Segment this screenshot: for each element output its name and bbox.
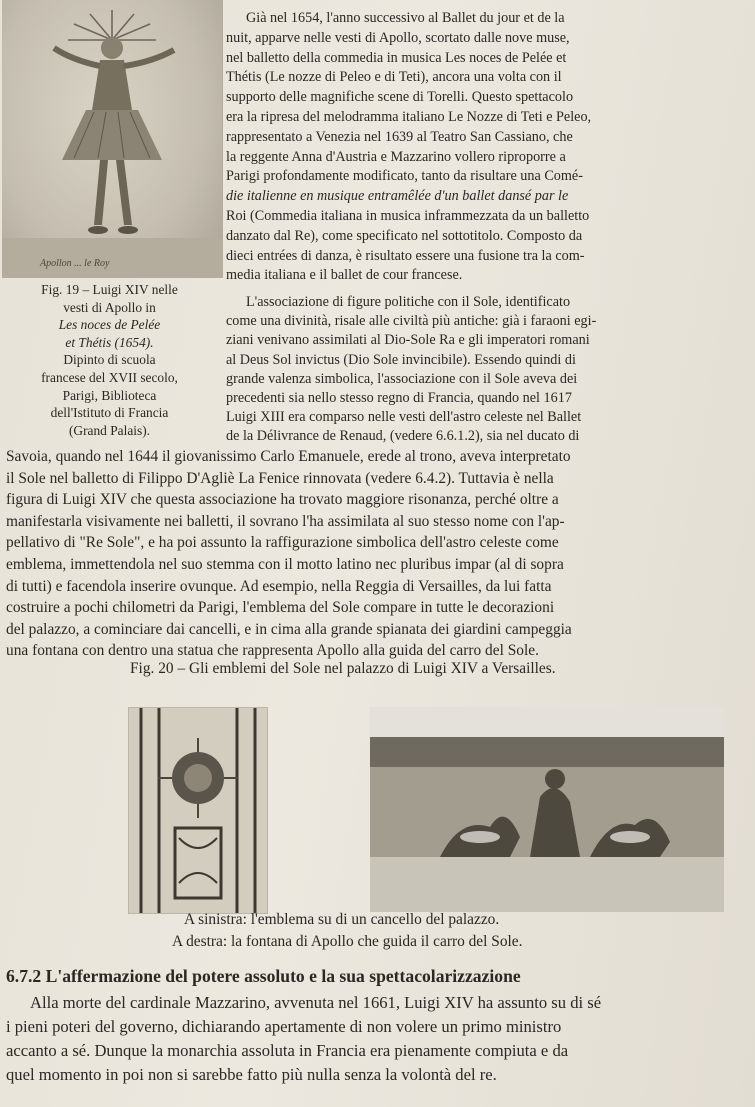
text-line: manifestarla visivamente nei balletti, il sovrano l'ha assimilata al suo stesso nome con l'ap-: [6, 512, 565, 530]
gate-emblem-photo: [128, 707, 268, 914]
fig19-caption-line: francese del XVII secolo,: [41, 369, 178, 385]
text-line: supporto delle magnifiche scene di Torelli. Questo spettacolo: [226, 89, 574, 106]
sun-gate-illustration: [129, 708, 267, 913]
section-heading: 6.7.2 L'affermazione del potere assoluto e la sua spettacolarizzazione: [6, 966, 521, 986]
fig19-caption-line: et Thétis (1654).: [65, 334, 154, 350]
text-line: Thétis (Le nozze di Peleo e di Teti), ancora una volta con il: [226, 69, 562, 86]
fig19-caption-line: dell'Istituto di Francia: [50, 405, 169, 421]
text-line: die italienne en musique entramêlée d'un ballet dansé par le: [226, 188, 569, 205]
apollo-costume-illustration: [2, 0, 222, 278]
text-line: come una divinità, risale alle civiltà più antiche: già i faraoni egi-: [226, 313, 597, 330]
text-line: dieci entrées di danza, è risultato essere una fusione tra la com-: [226, 247, 585, 264]
text-line: al Deus Sol invictus (Dio Sole invincibile). Essendo quindi di: [226, 351, 576, 368]
text-line: era la ripresa del melodramma italiano Le Nozze di Teti e Peleo,: [226, 109, 592, 125]
text-line: danzato dal Re), come specificato nel sottotitolo. Composto da: [226, 227, 583, 244]
text-line: Alla morte del cardinale Mazzarino, avvenuta nel 1661, Luigi XIV ha assunto su di sé: [30, 993, 602, 1012]
text-line: Già nel 1654, l'anno successivo al Ballet du jour et de la: [246, 10, 565, 26]
text-line: la reggente Anna d'Austria e Mazzarino vollero riproporre a: [226, 148, 566, 165]
text-line: nel balletto della commedia in musica Les noces de Pelée et: [226, 49, 567, 66]
text-line: nuit, apparve nelle vesti di Apollo, scortato dalle nove muse,: [226, 29, 570, 46]
fig20-caption: Fig. 20 – Gli emblemi del Sole nel palazzo di Luigi XIV a Versailles.: [130, 660, 556, 677]
text-line: Savoia, quando nel 1644 il giovanissimo Carlo Emanuele, erede al trono, aveva interpretato: [6, 448, 571, 465]
text-line: i pieni poteri del governo, dichiarando apertamente di non volere un primo ministro: [6, 1017, 562, 1036]
text-line: ziani venivano assimilati al Dio-Sole Ra e gli imperatori romani: [226, 332, 590, 349]
fig19-caption: [2, 281, 217, 439]
text-line: una fontana con dentro una statua che rappresenta Apollo alla guida del carro del Sole.: [6, 642, 539, 660]
text-line: del palazzo, a cominciare dai cancelli, e in cima alla grande spianata dei giardini campeggia: [6, 620, 572, 638]
text-line: Luigi XIII era comparso nelle vesti dell'astro celeste nel Ballet: [226, 409, 582, 426]
fig19-painting: [2, 0, 223, 278]
fig19-caption-line: Fig. 19 – Luigi XIV nelle: [41, 282, 178, 297]
fig19-caption-line: Les noces de Pelée: [58, 317, 161, 333]
text-line: grande valenza simbolica, l'associazione con il Sole aveva dei: [226, 370, 578, 387]
fig19-caption-line: Parigi, Biblioteca: [62, 387, 157, 403]
text-line: L'associazione di figure politiche con il Sole, identificato: [246, 294, 571, 310]
fig19-caption-line: (Grand Palais).: [68, 422, 151, 438]
text-line: il Sole nel balletto di Filippo D'Agliè La Fenice rinnovata (vedere 6.4.2). Tuttavia è nella: [6, 469, 554, 487]
text-line: quel momento in poi non si sarebbe fatto più nulla senza la volontà del re.: [6, 1065, 497, 1084]
text-line: costruire a pochi chilometri da Parigi, l'emblema del Sole compare in tutte le decorazioni: [6, 599, 555, 617]
text-line: accanto a sé. Dunque la monarchia assoluta in Francia era pienamente compiuta e da: [6, 1041, 569, 1060]
text-line: Parigi profondamente modificato, tanto da risultare una Comé-: [226, 168, 583, 185]
fig19-image-label: Apollon ... le Roy: [40, 258, 110, 269]
text-line: media italiana e il ballet de cour francese.: [226, 267, 463, 284]
fig20-left-caption: A sinistra: l'emblema su di un cancello del palazzo.: [184, 911, 500, 928]
text-line: de la Délivrance de Renaud, (vedere 6.6.1.2), sia nel ducato di: [226, 428, 580, 445]
text-line: precedenti sia nello stesso regno di Francia, quando nel 1617: [226, 390, 572, 406]
text-line: di tutti) e facendola inserire ovunque. Ad esempio, nella Reggia di Versailles, da lui fatta: [6, 577, 552, 595]
text-line: Roi (Commedia italiana in musica inframmezzata da un balletto: [226, 208, 590, 224]
text-line: pellativo di "Re Sole", e ha poi assunto la raffigurazione simbolica dell'astro celeste come: [6, 534, 559, 552]
text-line: emblema, immettendola nel suo stemma con il motto latino nec pluribus impar (al di sopra: [6, 556, 564, 573]
apollo-fountain-photo: [370, 707, 724, 912]
fig19-caption-line: Dipinto di scuola: [63, 352, 156, 368]
fig19-caption-line: vesti di Apollo in: [63, 299, 156, 315]
text-line: figura di Luigi XIV che questa associazione ha trovato maggiore risonanza, perché oltre a: [6, 491, 559, 509]
text-line: rappresentato a Venezia nel 1639 al Teatro San Cassiano, che: [226, 128, 573, 145]
fountain-illustration: [370, 707, 724, 912]
fig20-right-caption: A destra: la fontana di Apollo che guida il carro del Sole.: [172, 933, 523, 950]
